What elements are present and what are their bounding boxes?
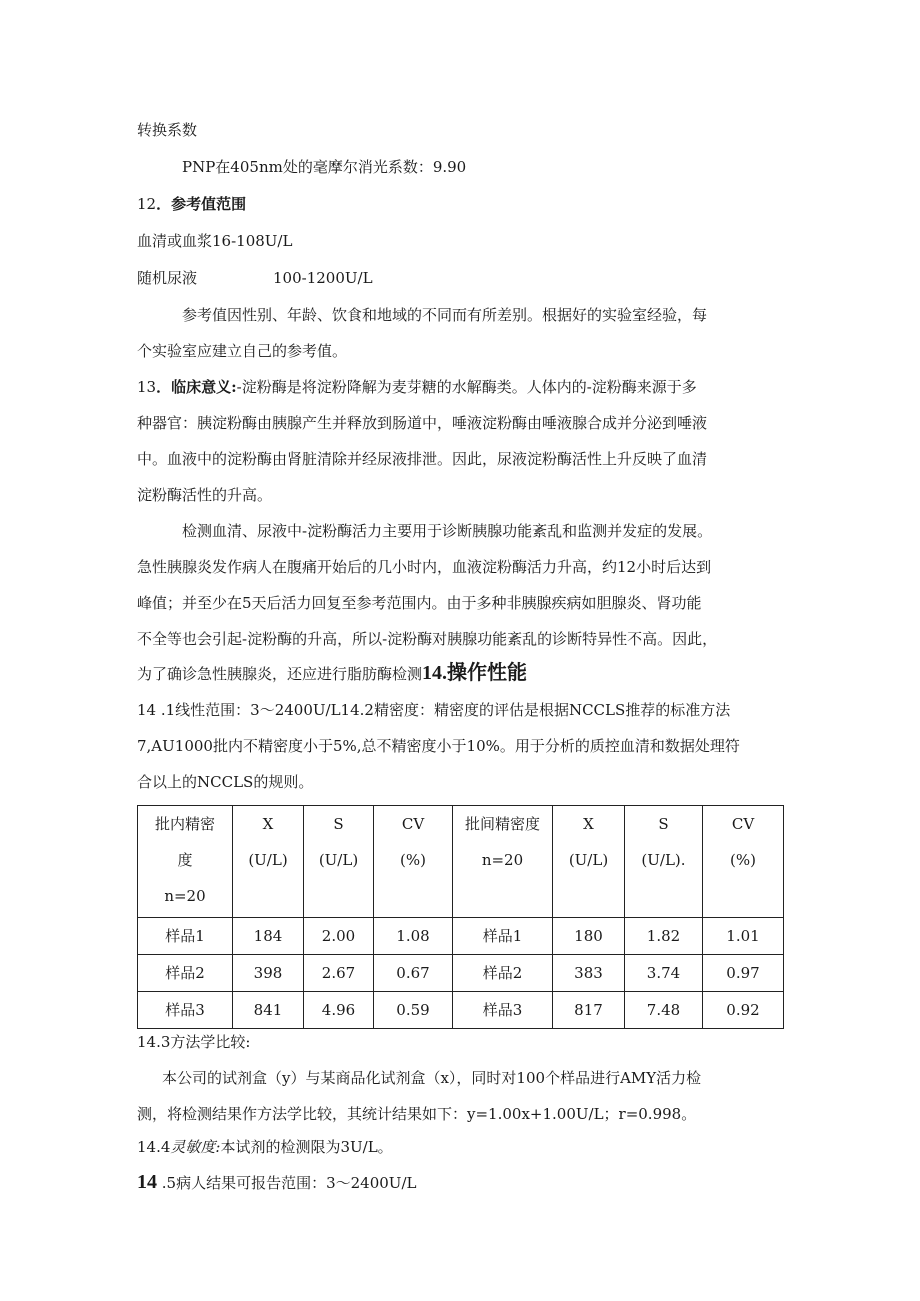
report-range-text: .5病人结果可报告范围：3～2400U/L xyxy=(157,1174,417,1192)
table-cell: 0.67 xyxy=(374,955,453,992)
linearity-line-1: 14 .1线性范围：3～2400U/L14.2精密度：精密度的评估是根据NCCLS推荐的标准方法 xyxy=(137,701,731,719)
header-x: X (U/L) xyxy=(233,806,304,918)
report-range-line xyxy=(137,1172,416,1193)
table-cell: 184 xyxy=(233,918,304,955)
precision-table xyxy=(137,805,784,1029)
linearity-line-2: 7,AU1000批内不精密度小于5%,总不精密度小于10%。用于分析的质控血清和数据处理符 xyxy=(137,737,740,755)
header-between-run: 批间精密度 n=20 xyxy=(453,806,553,918)
section-title: ．参考值范围 xyxy=(156,195,247,213)
detection-line-3: 峰值；并至少在5天后活力回复至参考范围内。由于多种非胰腺疾病如胆腺炎、肾功能 xyxy=(137,594,702,612)
table-cell: 4.96 xyxy=(304,992,374,1029)
urine-value: 100-1200U/L xyxy=(273,269,373,287)
table-row xyxy=(138,992,784,1029)
table-cell: 3.74 xyxy=(625,955,703,992)
table-row xyxy=(138,918,784,955)
section-14-heading: 14.操作性能 xyxy=(422,662,528,684)
method-comparison-line-1: 本公司的试剂盒（y）与某商品化试剂盒（x），同时对100个样品进行AMY活力检 xyxy=(162,1069,702,1087)
conversion-title: 转换系数 xyxy=(137,121,198,139)
sensitivity-line xyxy=(137,1137,393,1157)
detection-text: 为了确诊急性胰腺炎，还应进行脂肪酶检测 xyxy=(137,665,423,683)
clinical-text-line-3: 中。血液中的淀粉酶由肾脏清除并经尿液排泄。因此，尿液淀粉酶活性上升反映了血清 xyxy=(137,450,708,468)
table-cell: 180 xyxy=(553,918,625,955)
pnp-coefficient-line: PNP在405nm处的毫摩尔消光系数：9.90 xyxy=(182,158,467,176)
table-cell: 817 xyxy=(553,992,625,1029)
header-s: S (U/L) xyxy=(304,806,374,918)
sensitivity-text: 本试剂的检测限为3U/L。 xyxy=(220,1138,393,1156)
table-cell: 398 xyxy=(233,955,304,992)
table-cell: 0.97 xyxy=(703,955,784,992)
detection-line-5 xyxy=(137,663,527,684)
table-cell: 1.01 xyxy=(703,918,784,955)
table-cell: 0.92 xyxy=(703,992,784,1029)
header-s-2: S (U/L). xyxy=(625,806,703,918)
detection-line-2: 急性胰腺炎发作病人在腹痛开始后的几小时内，血液淀粉酶活力升高，约12小时后达到 xyxy=(137,558,712,576)
clinical-text-line-4: 淀粉酶活性的升高。 xyxy=(137,486,273,504)
table-cell: 2.67 xyxy=(304,955,374,992)
table-cell: 1.08 xyxy=(374,918,453,955)
table-cell: 841 xyxy=(233,992,304,1029)
sensitivity-label: 灵敏度: xyxy=(170,1138,221,1156)
table-cell: 383 xyxy=(553,955,625,992)
section-number: 14 xyxy=(137,1171,157,1193)
table-cell: 样品1 xyxy=(138,918,233,955)
section-12-heading xyxy=(137,194,246,214)
table-cell: 2.00 xyxy=(304,918,374,955)
table-cell: 样品2 xyxy=(453,955,553,992)
header-x-2: X (U/L) xyxy=(553,806,625,918)
table-cell: 0.59 xyxy=(374,992,453,1029)
header-cv: CV (%) xyxy=(374,806,453,918)
table-cell: 样品1 xyxy=(453,918,553,955)
table-cell: 7.48 xyxy=(625,992,703,1029)
urine-range xyxy=(137,268,373,288)
urine-label: 随机尿液 xyxy=(137,269,198,287)
detection-line-4: 不全等也会引起-淀粉酶的升高，所以-淀粉酶对胰腺功能紊乱的诊断特异性不高。因此， xyxy=(137,630,718,648)
section-number: 12 xyxy=(137,195,157,213)
table-header-row xyxy=(138,806,784,918)
ref-note-line-1: 参考值因性别、年龄、饮食和地域的不同而有所差别。根据好的实验室经验，每 xyxy=(182,306,708,324)
table-row xyxy=(138,955,784,992)
clinical-text-line-1: -淀粉酶是将淀粉降解为麦芽糖的水解酶类。人体内的-淀粉酶来源于多 xyxy=(236,378,697,396)
section-13-heading xyxy=(137,377,697,397)
header-within-run: 批内精密 度 n=20 xyxy=(138,806,233,918)
table-cell: 样品3 xyxy=(138,992,233,1029)
table-cell: 1.82 xyxy=(625,918,703,955)
clinical-text-line-2: 种器官：胰淀粉酶由胰腺产生并释放到肠道中，唾液淀粉酶由唾液腺合成并分泌到唾液 xyxy=(137,414,708,432)
detection-line-1: 检测血清、尿液中-淀粉酶活力主要用于诊断胰腺功能紊乱和监测并发症的发展。 xyxy=(182,522,713,540)
method-comparison-title: 14.3方法学比较: xyxy=(137,1033,251,1051)
serum-range: 血清或血浆16-108U/L xyxy=(137,232,293,250)
header-cv-2: CV (%) xyxy=(703,806,784,918)
table-cell: 样品3 xyxy=(453,992,553,1029)
section-number: 14.4 xyxy=(137,1138,171,1156)
ref-note-line-2: 个实验室应建立自己的参考值。 xyxy=(137,342,348,360)
linearity-line-3: 合以上的NCCLS的规则。 xyxy=(137,773,314,791)
section-number: 13 xyxy=(137,378,157,396)
table-cell: 样品2 xyxy=(138,955,233,992)
section-title: ．临床意义: xyxy=(156,378,237,396)
method-comparison-line-2: 测，将检测结果作方法学比较，其统计结果如下：y=1.00x+1.00U/L；r=0.998。 xyxy=(137,1105,697,1123)
